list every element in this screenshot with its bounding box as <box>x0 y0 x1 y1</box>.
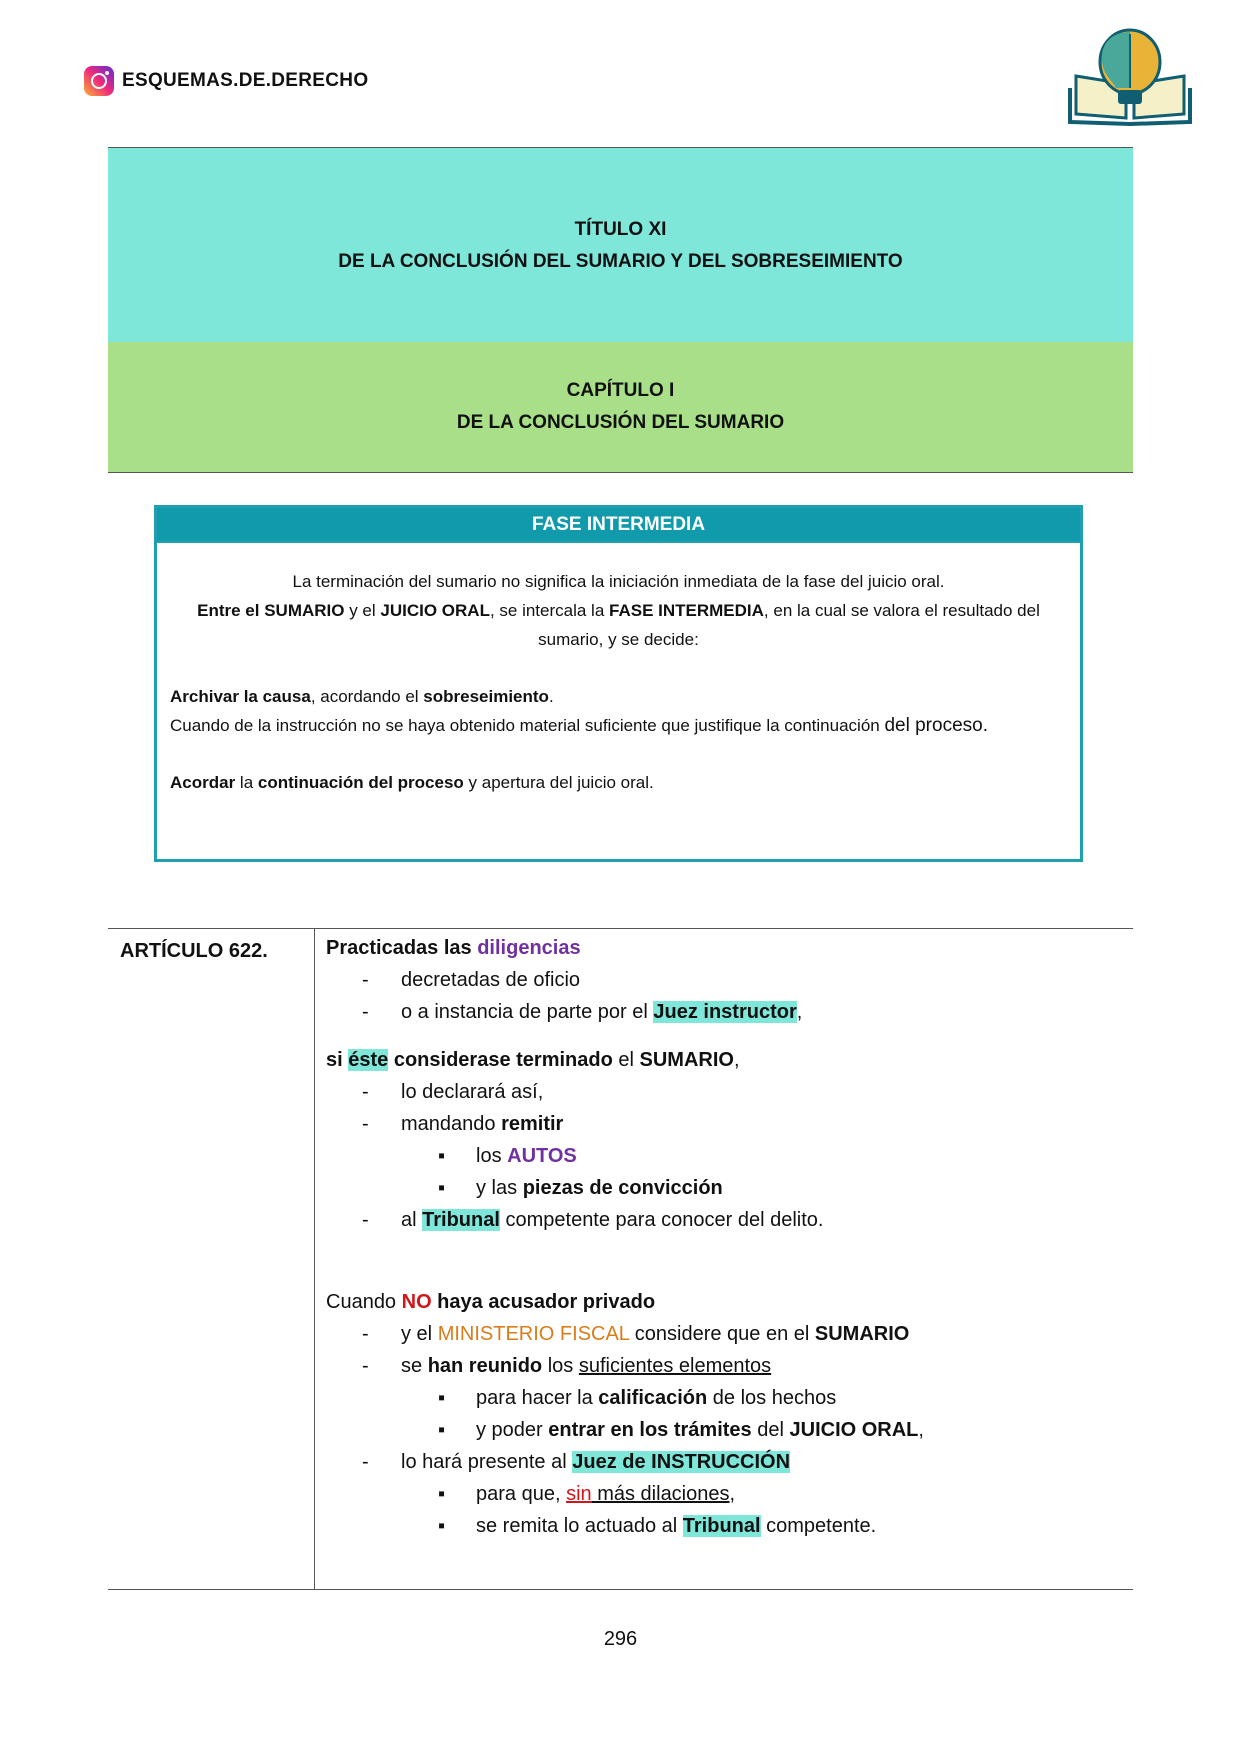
chapter-heading: DE LA CONCLUSIÓN DEL SUMARIO <box>456 412 785 433</box>
fase-option-archivar-detail: Cuando de la instrucción no se haya obtenido material suficiente que justifique la continuación del proceso. <box>170 715 988 736</box>
article-bullet-item: ▪ y las piezas de convicción <box>326 1172 1116 1204</box>
fase-paragraph-1: La terminación del sumario no significa la iniciación inmediata de la fase del juicio oral. <box>292 572 945 591</box>
article-dash-item: - lo hará presente al Juez de INSTRUCCIÓN <box>326 1446 1116 1478</box>
article-bullet-item: ▪ para hacer la calificación de los hechos <box>326 1382 1116 1414</box>
article-body <box>326 929 1116 1542</box>
article-bullet-item: ▪ se remita lo actuado al Tribunal competente. <box>326 1510 1116 1542</box>
title-number: TÍTULO XI <box>574 218 667 240</box>
title-heading: DE LA CONCLUSIÓN DEL SUMARIO Y DEL SOBRESEIMIENTO <box>338 250 903 272</box>
page-number: 296 <box>603 1628 638 1650</box>
article-line: si éste considerase terminado el SUMARIO, <box>326 1049 740 1071</box>
article-line: Practicadas las diligencias <box>326 937 581 959</box>
fase-option-acordar: Acordar la continuación del proceso y apertura del juicio oral. <box>170 773 654 792</box>
fase-option-archivar: Archivar la causa, acordando el sobreseimiento. <box>170 687 554 706</box>
article-dash-item: - se han reunido los suficientes elementos <box>326 1350 1116 1382</box>
article-line: Cuando NO haya acusador privado <box>326 1291 656 1313</box>
brand-header <box>84 66 368 96</box>
brain-lightbulb-book-logo <box>1068 26 1192 126</box>
article-number: ARTÍCULO 622. <box>120 940 268 962</box>
article-bullet-item: ▪ los AUTOS <box>326 1140 1116 1172</box>
article-dash-item: - lo declarará así, <box>326 1076 1116 1108</box>
brand-name: ESQUEMAS.DE.DERECHO <box>122 70 369 91</box>
fase-intermedia-heading: FASE INTERMEDIA <box>157 508 1080 543</box>
article-dash-item: - al Tribunal competente para conocer del delito. <box>326 1204 1116 1236</box>
fase-paragraph-2: Entre el SUMARIO y el JUICIO ORAL, se intercala la FASE INTERMEDIA, en la cual se valora el resultado del sumario, y se decide: <box>197 601 1040 649</box>
fase-intermedia-box <box>154 505 1083 862</box>
article-bullet-item: ▪ para que, sin más dilaciones, <box>326 1478 1116 1510</box>
instagram-icon <box>84 66 114 96</box>
chapter-banner <box>108 342 1133 473</box>
article-dash-item: - mandando remitir <box>326 1108 1116 1140</box>
fase-intermedia-body <box>157 543 1080 797</box>
article-dash-item: - o a instancia de parte por el Juez instructor, <box>326 996 1116 1028</box>
article-dash-item: - decretadas de oficio <box>326 964 1116 996</box>
title-banner <box>108 147 1133 344</box>
chapter-number: CAPÍTULO I <box>566 380 675 401</box>
article-bottom-rule <box>108 1589 1133 1590</box>
article-bullet-item: ▪ y poder entrar en los trámites del JUICIO ORAL, <box>326 1414 1116 1446</box>
article-column-divider <box>314 928 315 1589</box>
article-dash-item: - y el MINISTERIO FISCAL considere que en el SUMARIO <box>326 1318 1116 1350</box>
